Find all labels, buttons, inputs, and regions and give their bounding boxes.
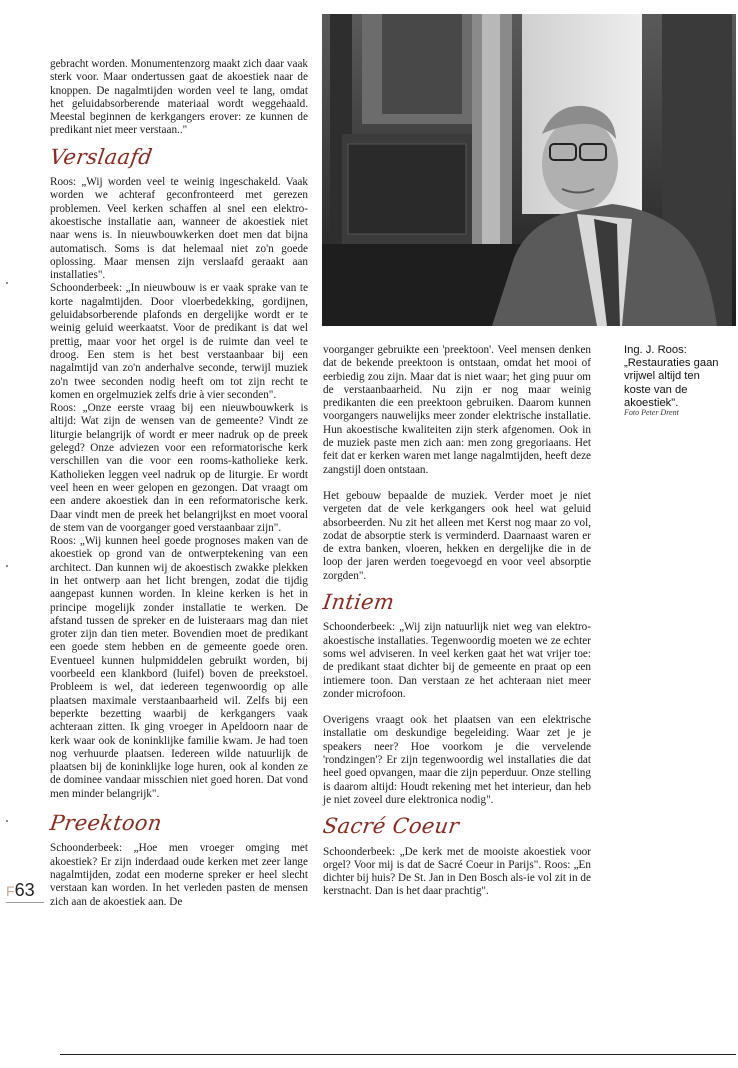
paragraph: Het gebouw bepaalde de muziek. Verder moet je niet vergeten dat de vele kerkgangers ook heel wat geluid absorbeerden. Nu zit het alleen met Kerst nog maar zo vol, zodat de absorptie sterk is verminderd. Daarnaast waren er de extra banken, vloeren, hekken en dergelijke die in de loop der jaren werden toegevoegd en voor veel absorptie zorgden". bbox=[323, 489, 591, 582]
paragraph: Roos: „Wij kunnen heel goede prognoses maken van de akoestiek op grond van de ontwerptekening van een architect. Dan kunnen wij de akoestisch zwakke plekken in het ontwerp aan het licht brengen, zodat die tijdig aangepast kunnen worden. In kleine kerken is het in principe mogelijk zonder installatie te werken. De afstand tussen de spreker en de luisteraars mag dan niet groter zijn dan tien meter. Bovendien moet de predikant een goede stem hebben en de gemeente goede oren. Eventueel kunnen hulpmiddelen gebruikt worden, bij voorbeeld een klankbord (luifel) boven de preekstoel. Probleem is wel, dat iedereen tegenwoordig op alle plaatsen maximale verstaanbaarheid wil. Zelfs bij een beperkte bezetting waarbij de kerkgangers vaak achteraan zitten. Ik ging vroeger in Apeldoorn naar de kerk waar ook de koninklijke familie kwam. Je had toen nog verhuurde plaatsen. Iedereen wilde natuurlijk de plaatsen bij de koninklijke loge huren, ook al konden ze de dominee vandaar misschien niet goed horen. Dat vond men minder belangrijk". bbox=[50, 535, 308, 800]
paragraph: Overigens vraagt ook het plaatsen van een elektrische installatie om deskundige begeleiding. Waar zet je je speakers neer? Hoe voorkom je die vervelende 'rondzingen'? Er zijn tegenwoordig wel installaties die dat heel goed opvangen, maar die zijn peperduur. Onze stelling is daarom altijd: Houdt rekening met het interieur, dan heb je niet zoveel dure elektronica nodig". bbox=[323, 714, 591, 806]
left-column bbox=[50, 58, 308, 909]
section-heading-verslaafd: Verslaafd bbox=[48, 144, 154, 169]
page-number: F63 bbox=[6, 880, 35, 900]
paragraph: Schoonderbeek: „Wij zijn natuurlijk niet weg van elektro-akoestische installaties. Tegenwoordig moeten we ze echter soms wel adviseren. In veel kerken gaat het wat vrijer toe: de predikant staat dichter bij de gemeente en praat op een intiemere toon. Dan verstaan ze het achteraan niet meer zonder microfoon. bbox=[323, 621, 591, 700]
intro-paragraph: gebracht worden. Monumentenzorg maakt zich daar vaak sterk voor. Maar ondertussen gaat de akoestiek naar de knoppen. De nagalmtijden worden veel te lang, omdat het geluidabsorberende materiaal wordt weggehaald. Meestal beginnen de kerkgangers erover: ze kunnen de predikant niet meer verstaan.." bbox=[50, 58, 308, 137]
paragraph: Schoonderbeek: „In nieuwbouw is er vaak sprake van te korte nagalmtijden. Door vloerbedekking, gordijnen, geluidabsorberende plafonds en dergelijke wordt er te weinig geluid weerkaatst. Voor de predikant is dat wel prettig, maar voor het orgel is de ruimte dan veel te droog. Een stem is het best verstaanbaar bij een nagalmtijd van zo'n anderhalve seconde, terwijl muziek zo'n twee seconden nodig heeft om tot zijn recht te komen en orgelmuziek zelfs drie à vier seconden". bbox=[50, 282, 308, 401]
paragraph: Roos: „Onze eerste vraag bij een nieuwbouwkerk is altijd: Wat zijn de wensen van de gemeente? Vindt ze liturgie belangrijk of wordt er meer nadruk op de preek gelegd? Onze adviezen voor een reformatorische kerk verschillen van die voor een rooms-katholieke kerk. Katholieken leggen veel nadruk op de liturgie. Er wordt veel heen en weer gelopen en gezongen. Dat vraagt om een andere akoestiek dan in een reformatorische kerk. Daar vindt men de preek het belangrijkst en moet vooral de stem van de voorganger goed verstaanbaar zijn". bbox=[50, 402, 308, 534]
margin-mark bbox=[6, 565, 8, 567]
middle-column bbox=[323, 344, 591, 899]
paragraph: voorganger gebruikte een 'preektoon'. Veel mensen denken dat de bekende preektoon is ontstaan, omdat het mooi of eerbiedig zou zijn. Maar dat is niet waar; het ging puur om de verstaanbaarheid. Nu zijn er nog maar weinig predikanten die een preektoon gebruiken. Daarom kunnen voorgangers nauwelijks meer zonder elektrische installatie. Hun akoestische kwaliteiten zijn sterk afgenomen. Ook in de muziek paste men zich aan: men zong gregoriaans. Het feit dat er kerken waren met lange nagalmtijden, heeft deze zangstijl doen ontstaan. bbox=[323, 344, 591, 476]
photo-caption: Ing. J. Roos: „Restauraties gaan vrijwel altijd ten koste van de akoestiek". bbox=[624, 344, 719, 409]
paragraph: Roos: „Wij worden veel te weinig ingeschakeld. Vaak worden we achteraf geconfronteerd met gerezen problemen. Veel kerken schaffen al snel een elektro-akoestische installatie aan, wanneer de akoestiek niet naar wens is. In nieuwbouwkerken doet men dat bijna automatisch. Soms is dat helemaal niet zo'n goede oplossing. Maar mensen zijn verslaafd geraakt aan installaties". bbox=[50, 176, 308, 282]
page-number-marker-icon: F bbox=[6, 883, 15, 899]
photo-credit: Foto Peter Drent bbox=[624, 408, 679, 417]
photo-church-interior-portrait bbox=[322, 14, 736, 326]
section-heading-intiem: Intiem bbox=[321, 590, 396, 615]
margin-mark bbox=[6, 282, 8, 284]
section-heading-preektoon: Preektoon bbox=[48, 811, 164, 836]
page-number-rule bbox=[6, 902, 44, 903]
paragraph: Schoonderbeek: „De kerk met de mooiste akoestiek voor orgel? Voor mij is dat de Sacré Coeur in Parijs". Roos: „En dichter bij huis? De St. Jan in Den Bosch als-ie vol zit in de kerstnacht. Dan is het daar prachtig". bbox=[323, 845, 591, 898]
photo-image bbox=[322, 14, 736, 326]
section-heading-sacre-coeur: Sacré Coeur bbox=[321, 814, 461, 839]
margin-mark bbox=[6, 820, 8, 822]
paragraph: Schoonderbeek: „Hoe men vroeger omging met akoestiek? Er zijn inderdaad oude kerken met zeer lange nagalmtijden, zodat een moderne spreker er heel slecht verstaan kan worden. In het verleden pasten de mensen zich aan de akoestiek aan. De bbox=[50, 842, 308, 908]
bottom-rule bbox=[60, 1054, 736, 1055]
